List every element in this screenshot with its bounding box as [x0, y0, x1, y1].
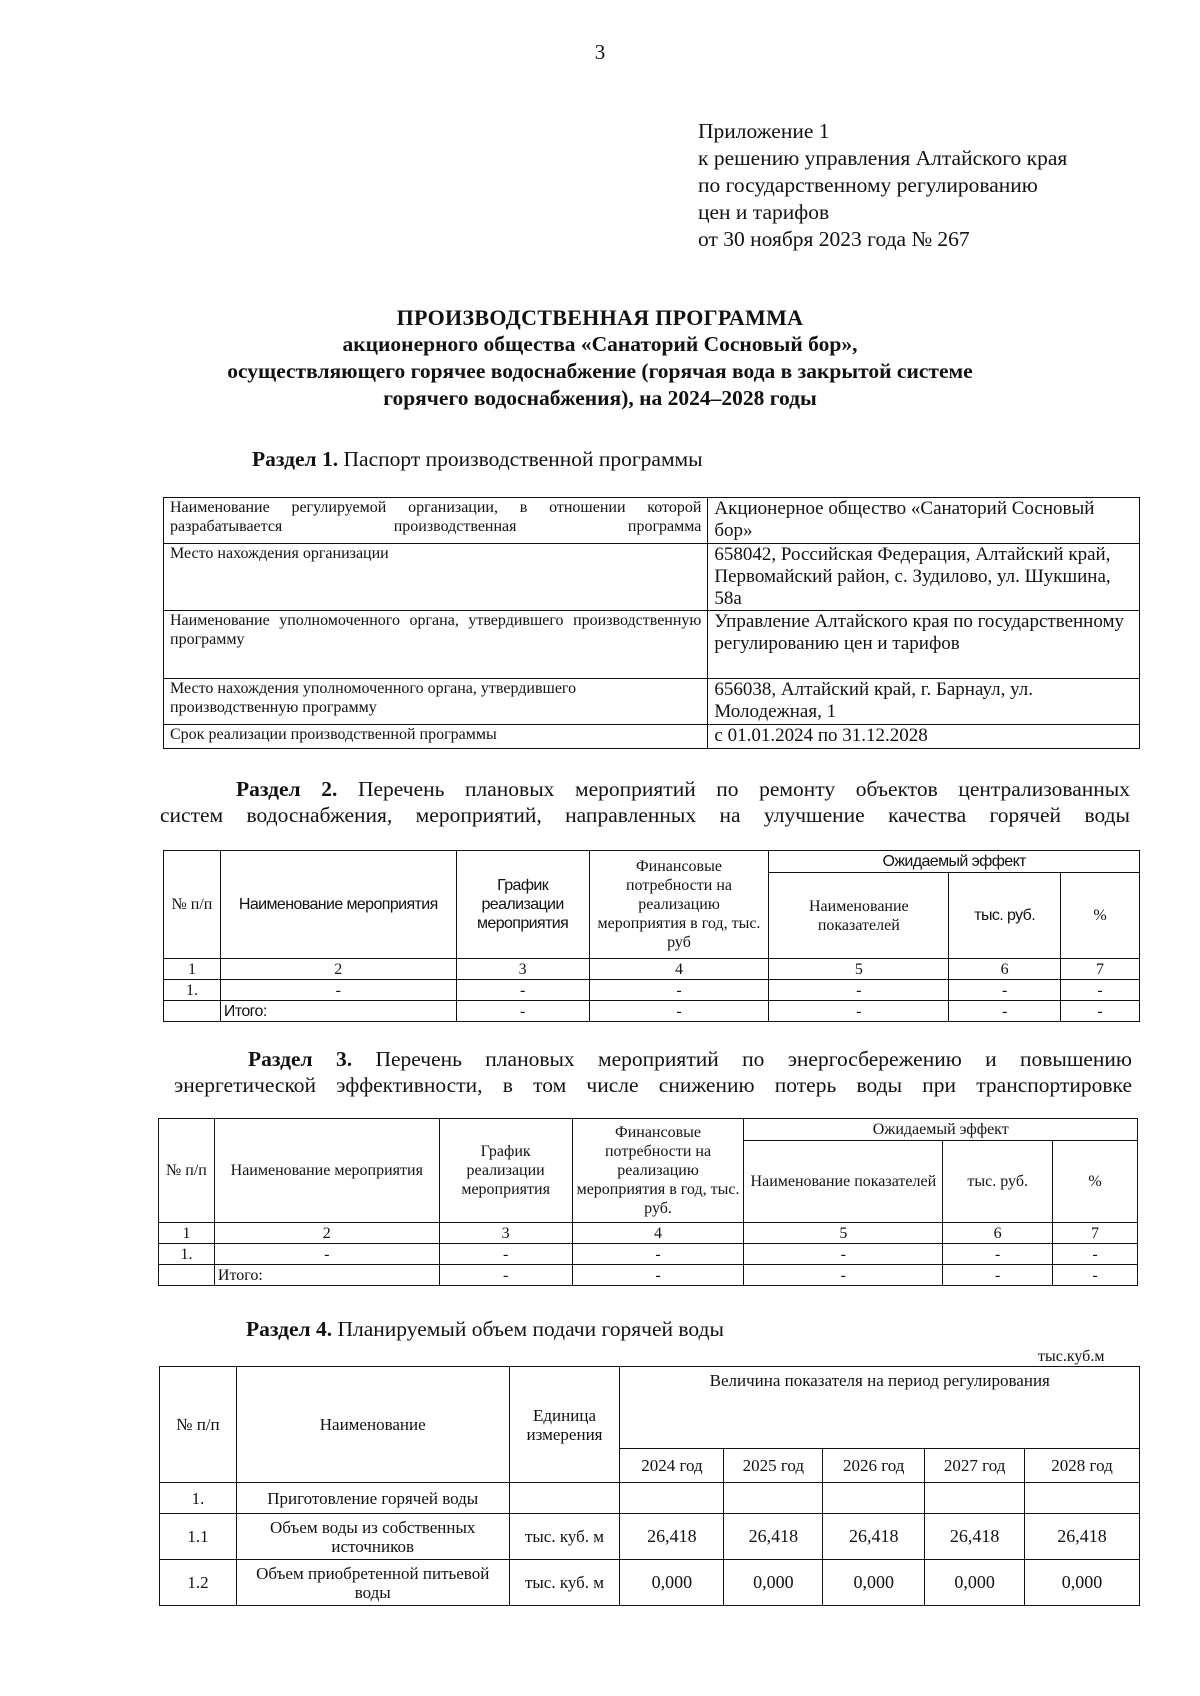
header-num: № п/п: [164, 851, 221, 959]
table-row: [164, 959, 1140, 980]
table-cell: тыс. куб. м: [509, 1514, 620, 1560]
table-cell: -: [589, 980, 769, 1001]
table-cell: 3: [439, 1223, 572, 1244]
table-cell: 1.1: [160, 1514, 237, 1560]
header-year: 2024 год: [620, 1449, 724, 1483]
table-header-row: [159, 1119, 1138, 1141]
table-row: [164, 611, 1140, 679]
table-cell: с 01.01.2024 по 31.12.2028: [708, 725, 1140, 749]
table-cell: Итого:: [214, 1265, 439, 1286]
table-cell: 0,000: [1025, 1560, 1140, 1606]
table-cell: 0,000: [620, 1560, 724, 1606]
section-title: Перечень плановых мероприятий по энергосбережению и повышению: [375, 1047, 1132, 1071]
header-thousand: тыс. руб.: [943, 1141, 1053, 1223]
table-cell: 6: [949, 959, 1061, 980]
table-cell: 1.2: [160, 1560, 237, 1606]
header-effect: Ожидаемый эффект: [769, 851, 1140, 873]
table-cell: -: [769, 980, 949, 1001]
section-label: Раздел 3.: [248, 1047, 353, 1071]
table-cell: 0,000: [823, 1560, 925, 1606]
table-cell: 26,418: [620, 1514, 724, 1560]
section3-table: [158, 1118, 1138, 1286]
title-line: осуществляющего горячее водоснабжение (горячая вода в закрытой системе: [227, 359, 973, 383]
table-cell: -: [943, 1244, 1053, 1265]
table-row: [160, 1483, 1140, 1514]
table-cell: 6: [943, 1223, 1053, 1244]
table-header-row: [164, 851, 1140, 873]
table-cell: 2: [220, 959, 456, 980]
table-cell: [620, 1483, 724, 1514]
table-cell: 7: [1053, 1223, 1138, 1244]
section-heading-line: [160, 776, 1130, 802]
table-cell: 1: [159, 1223, 215, 1244]
header-effect: Ожидаемый эффект: [744, 1119, 1138, 1141]
table-cell: Приготовление горячей воды: [236, 1483, 509, 1514]
table-cell: Наименование регулируемой организации, в отношении которой разрабатывается производственная программа: [164, 498, 708, 544]
table-cell: Место нахождения организации: [164, 544, 708, 611]
section-title: Планируемый объем подачи горячей воды: [337, 1317, 724, 1341]
table-cell: -: [456, 1001, 589, 1022]
table-row: [159, 1223, 1138, 1244]
table-cell: -: [769, 1001, 949, 1022]
table-header-row: [160, 1367, 1140, 1449]
section2-heading: [160, 776, 1130, 828]
header-name: Наименование: [236, 1367, 509, 1483]
volume-table: [159, 1366, 1140, 1606]
table-cell: -: [439, 1244, 572, 1265]
table-cell: 7: [1061, 959, 1140, 980]
section-title: систем водоснабжения, мероприятий, направленных на улучшение качества горячей воды: [160, 803, 1130, 827]
table-cell: -: [1061, 1001, 1140, 1022]
header-schedule: График реализации мероприятия: [439, 1119, 572, 1223]
table-cell: -: [949, 980, 1061, 1001]
header-name: Наименование мероприятия: [214, 1119, 439, 1223]
table-cell: 4: [589, 959, 769, 980]
table-cell: Объем приобретенной питьевой воды: [236, 1560, 509, 1606]
page-number: 3: [594, 40, 606, 64]
table-row: [164, 544, 1140, 611]
passport-table: [163, 497, 1140, 749]
table-cell: 5: [744, 1223, 943, 1244]
header-schedule: График реализации мероприятия: [456, 851, 589, 959]
section4-heading: [246, 1316, 724, 1342]
header-thousand: тыс. руб.: [949, 873, 1061, 959]
header-year: 2025 год: [724, 1449, 823, 1483]
section-label: Раздел 4.: [246, 1317, 333, 1341]
table-row: [164, 725, 1140, 749]
table-cell: 656038, Алтайский край, г. Барнаул, ул. Молодежная, 1: [708, 679, 1140, 725]
table-cell: 1.: [164, 980, 221, 1001]
table-cell: 658042, Российская Федерация, Алтайский край, Первомайский район, с. Зудилово, ул. Шукшина, 58а: [708, 544, 1140, 611]
appendix-line: от 30 ноября 2023 года № 267: [698, 227, 970, 251]
header-percent: %: [1061, 873, 1140, 959]
title-line: акционерного общества «Санаторий Сосновый бор»,: [342, 332, 858, 356]
section-label: Раздел 2.: [236, 777, 338, 801]
table-cell: 1.: [159, 1244, 215, 1265]
unit-note: тыс.куб.м: [1038, 1348, 1105, 1365]
table-cell: 4: [572, 1223, 744, 1244]
appendix-line: по государственному регулированию: [698, 173, 1038, 197]
table-cell: 0,000: [724, 1560, 823, 1606]
table-cell: 26,418: [925, 1514, 1025, 1560]
header-indicator: Наименование показателей: [744, 1141, 943, 1223]
table-cell: [159, 1265, 215, 1286]
table-cell: -: [439, 1265, 572, 1286]
appendix-line: Приложение 1: [698, 119, 830, 143]
header-period: Величина показателя на период регулирования: [620, 1367, 1140, 1449]
table-cell: -: [744, 1244, 943, 1265]
table-cell: [724, 1483, 823, 1514]
table-cell: 26,418: [823, 1514, 925, 1560]
table-row: [164, 980, 1140, 1001]
table-cell: 26,418: [724, 1514, 823, 1560]
table-cell: -: [220, 980, 456, 1001]
table-cell: -: [572, 1244, 744, 1265]
header-year: 2026 год: [823, 1449, 925, 1483]
section-title: энергетической эффективности, в том числе снижению потерь воды при транспортировке: [174, 1073, 1132, 1097]
section-title: Перечень плановых мероприятий по ремонту объектов централизованных: [357, 777, 1130, 801]
table-cell: 0,000: [925, 1560, 1025, 1606]
section1-heading: [252, 446, 703, 472]
section2-table: [163, 850, 1140, 1022]
appendix-line: к решению управления Алтайского края: [698, 146, 1068, 170]
table-cell: 1: [164, 959, 221, 980]
table-cell: Объем воды из собственных источников: [236, 1514, 509, 1560]
table-cell: -: [1053, 1244, 1138, 1265]
table-cell: Наименование уполномоченного органа, утвердившего производственную программу: [164, 611, 708, 679]
table-cell: Место нахождения уполномоченного органа, утвердившего производственную программу: [164, 679, 708, 725]
section-heading-line: [174, 1046, 1132, 1072]
header-year: 2028 год: [1025, 1449, 1140, 1483]
appendix-header: [698, 118, 1067, 253]
table-cell: [823, 1483, 925, 1514]
table-row: [159, 1265, 1138, 1286]
table-cell: тыс. куб. м: [509, 1560, 620, 1606]
table-row: [164, 498, 1140, 544]
table-cell: 1.: [160, 1483, 237, 1514]
table-cell: -: [949, 1001, 1061, 1022]
table-cell: -: [943, 1265, 1053, 1286]
title-line: ПРОИЗВОДСТВЕННАЯ ПРОГРАММА: [396, 305, 804, 330]
table-cell: -: [589, 1001, 769, 1022]
table-cell: -: [214, 1244, 439, 1265]
table-cell: -: [572, 1265, 744, 1286]
table-cell: Срок реализации производственной программы: [164, 725, 708, 749]
table-cell: -: [1061, 980, 1140, 1001]
table-row: [160, 1560, 1140, 1606]
header-finance: Финансовые потребности на реализацию мероприятия в год, тыс. руб: [589, 851, 769, 959]
table-cell: -: [744, 1265, 943, 1286]
appendix-line: цен и тарифов: [698, 200, 830, 224]
header-percent: %: [1053, 1141, 1138, 1223]
document-title: [100, 304, 1100, 412]
table-cell: [925, 1483, 1025, 1514]
table-row: [164, 679, 1140, 725]
table-cell: [164, 1001, 221, 1022]
section-label: Раздел 1.: [252, 447, 339, 471]
table-row: [164, 1001, 1140, 1022]
table-cell: 5: [769, 959, 949, 980]
table-cell: Акционерное общество «Санаторий Сосновый бор»: [708, 498, 1140, 544]
title-line: горячего водоснабжения), на 2024–2028 годы: [383, 386, 817, 410]
header-finance: Финансовые потребности на реализацию мероприятия в год, тыс. руб.: [572, 1119, 744, 1223]
table-cell: -: [456, 980, 589, 1001]
header-num: № п/п: [160, 1367, 237, 1483]
table-cell: 26,418: [1025, 1514, 1140, 1560]
header-name: Наименование мероприятия: [220, 851, 456, 959]
table-cell: [1025, 1483, 1140, 1514]
table-cell: 2: [214, 1223, 439, 1244]
table-cell: Управление Алтайского края по государственному регулированию цен и тарифов: [708, 611, 1140, 679]
table-cell: 3: [456, 959, 589, 980]
table-cell: -: [1053, 1265, 1138, 1286]
section3-heading: [174, 1046, 1132, 1098]
header-year: 2027 год: [925, 1449, 1025, 1483]
header-indicator: Наименование показателей: [769, 873, 949, 959]
table-row: [160, 1514, 1140, 1560]
header-num: № п/п: [159, 1119, 215, 1223]
table-cell: [509, 1483, 620, 1514]
table-row: [159, 1244, 1138, 1265]
header-unit: Единица измерения: [509, 1367, 620, 1483]
section-title: Паспорт производственной программы: [343, 447, 703, 471]
table-cell: Итого:: [220, 1001, 456, 1022]
